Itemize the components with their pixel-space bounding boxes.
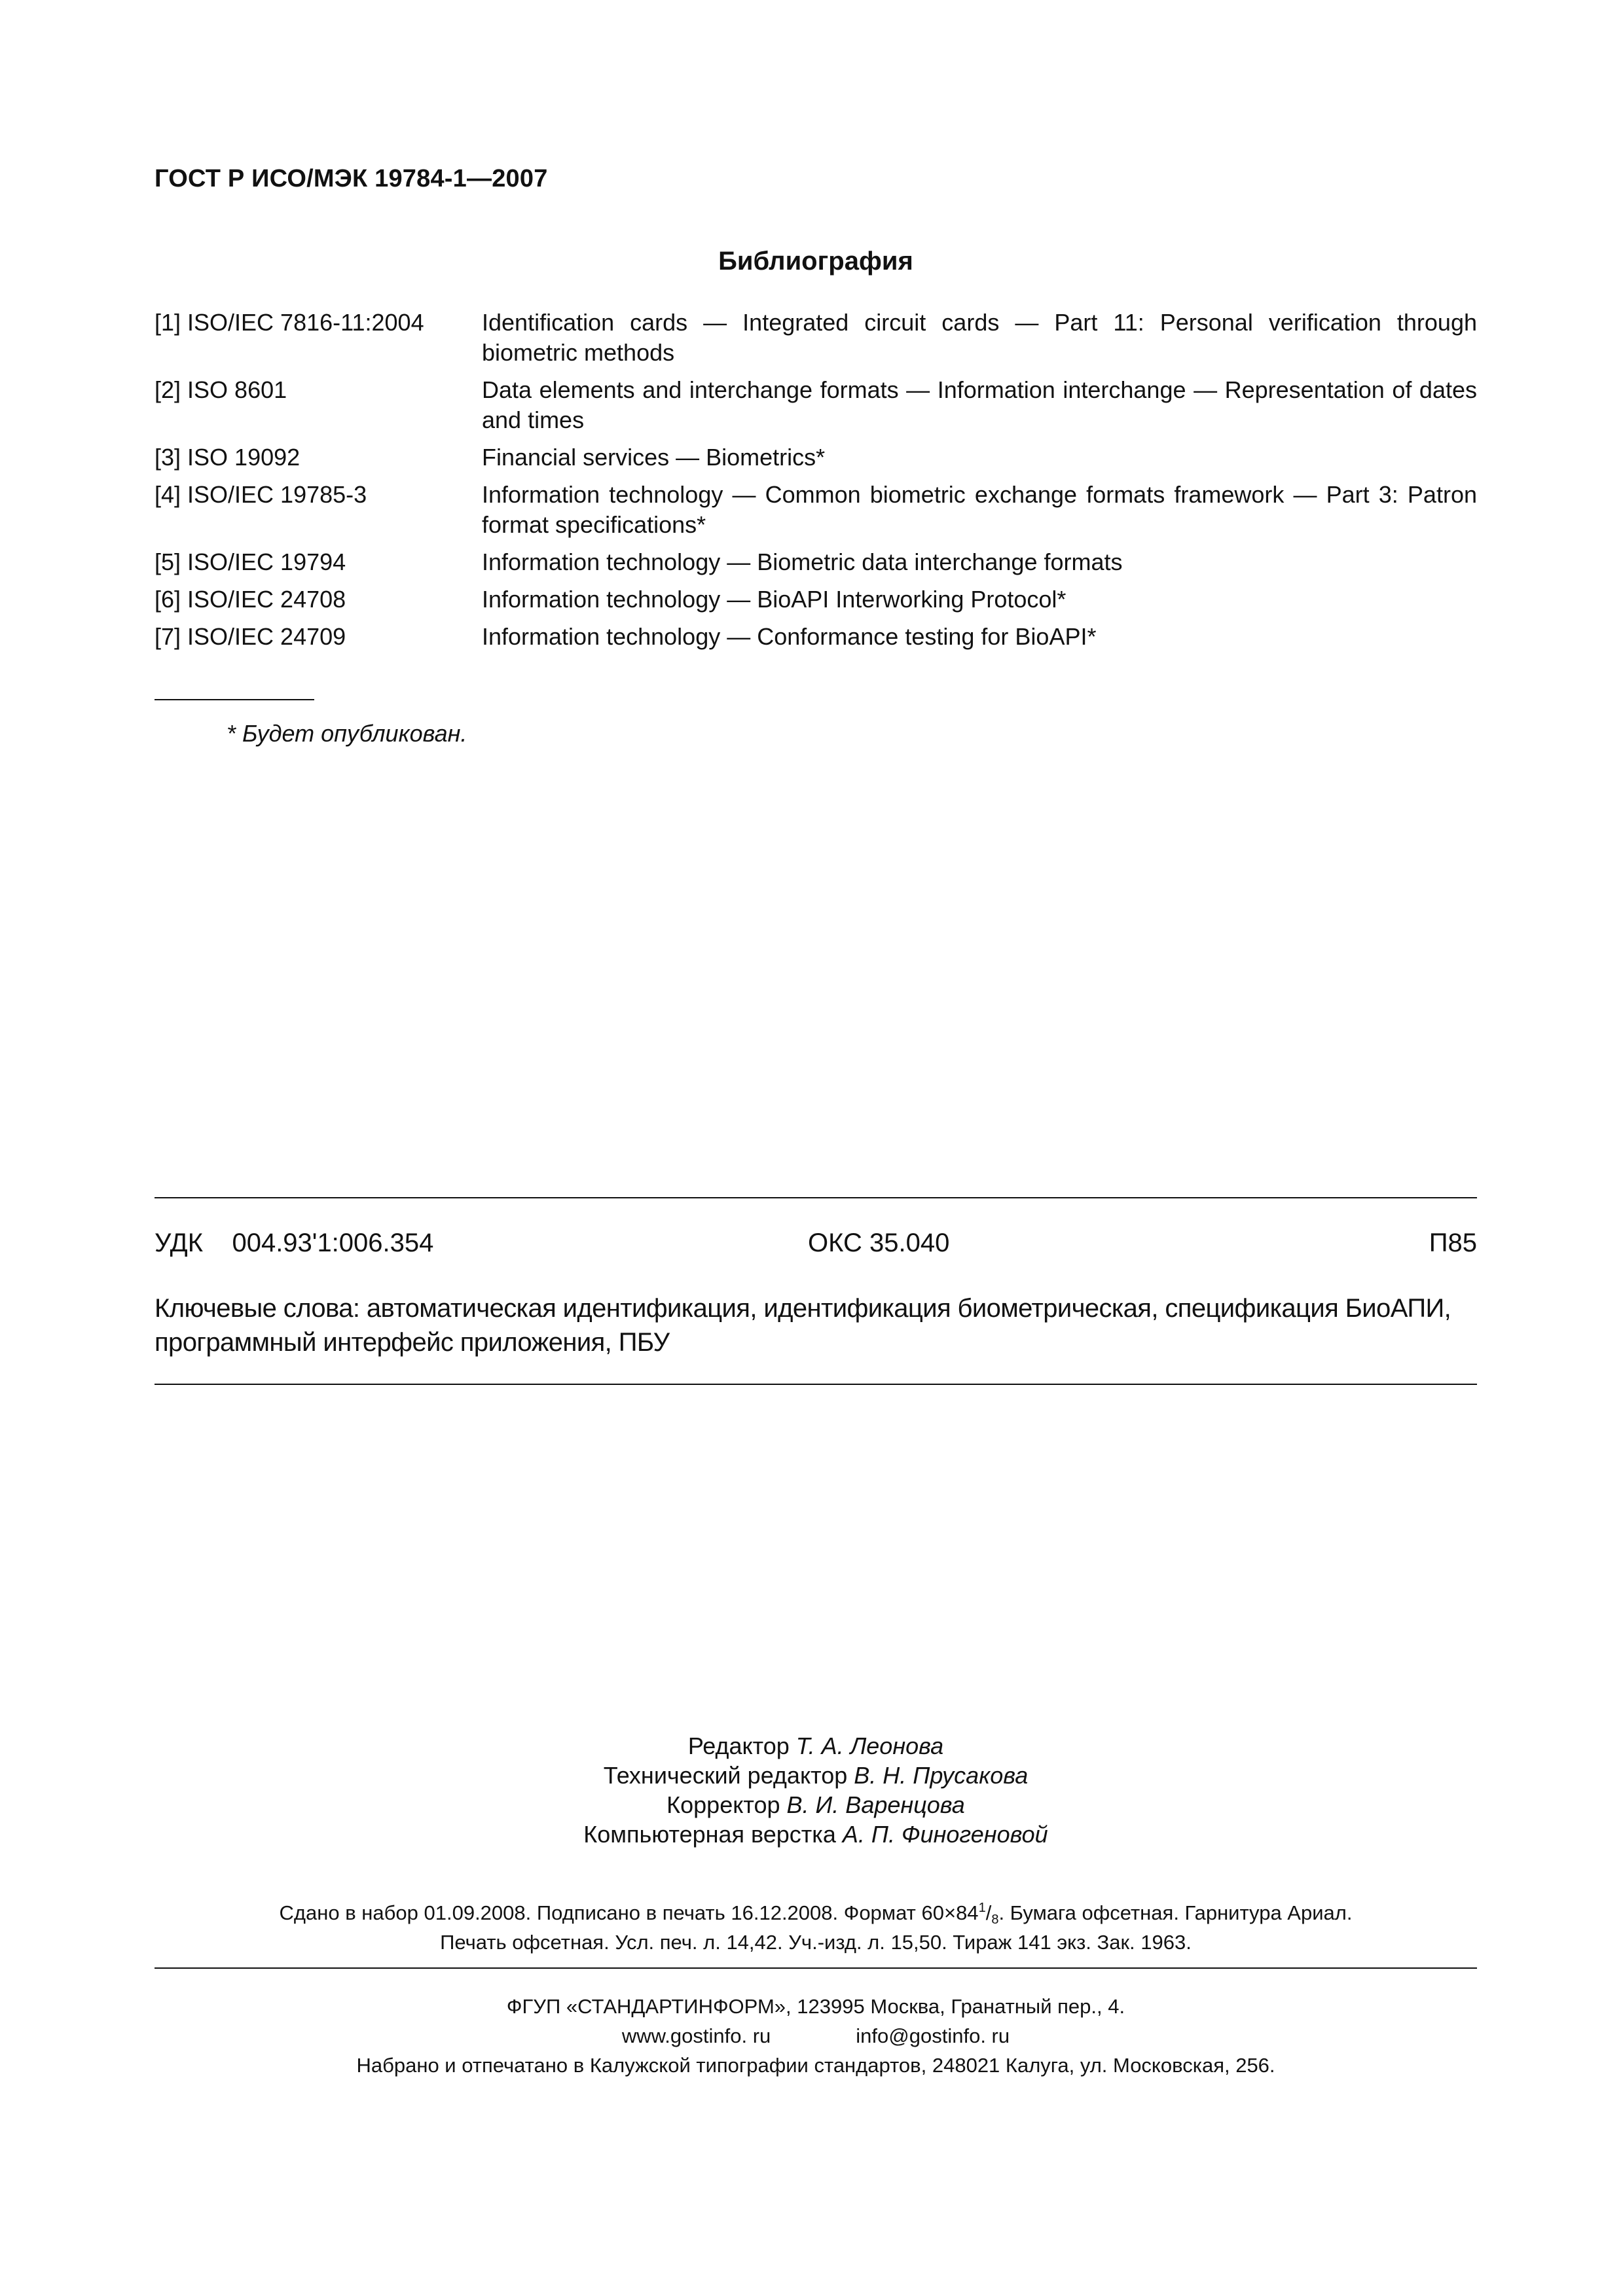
bibliography-title: Библиография xyxy=(718,247,913,276)
footnote: * Будет опубликован. xyxy=(227,720,467,747)
bibliography-text: Information technology — BioAPI Interworking Protocol* xyxy=(482,586,1067,613)
email-link[interactable]: info@gostinfo. ru xyxy=(856,2024,1010,2047)
publisher-links xyxy=(155,2021,1477,2051)
keywords-bottom-divider xyxy=(155,1384,1477,1385)
bibliography-ref: [1] ISO/IEC 7816-11:2004 xyxy=(155,309,424,336)
classification-top-divider xyxy=(155,1197,1477,1198)
bibliography-text: Identification cards — Integrated circuit cards — Part 11: Personal verification through biometric methods xyxy=(482,309,1477,366)
print-info xyxy=(155,1898,1477,1957)
bibliography-text: Data elements and interchange formats — Information interchange — Representation of dates and times xyxy=(482,376,1477,433)
credit-line xyxy=(155,1731,1477,1761)
bibliography-ref: [7] ISO/IEC 24709 xyxy=(155,623,346,650)
website-link[interactable]: www.gostinfo. ru xyxy=(621,2024,771,2047)
bibliography-entry xyxy=(155,442,1477,473)
bibliography-text: Information technology — Biometric data interchange formats xyxy=(482,548,1123,575)
publisher-address: ФГУП «СТАНДАРТИНФОРМ», 123995 Москва, Гранатный пер., 4. xyxy=(506,1995,1125,2018)
format-fraction-denominator: 8 xyxy=(991,1912,999,1927)
print-info-text: . Бумага офсетная. Гарнитура Ариал. xyxy=(998,1901,1353,1924)
bibliography-entry xyxy=(155,308,1477,368)
credit-role: Редактор xyxy=(687,1732,790,1759)
credit-name: Т. А. Леонова xyxy=(795,1732,944,1759)
credit-name: А. П. Финогеновой xyxy=(842,1821,1048,1848)
publisher-divider xyxy=(155,1967,1477,1969)
document-header: ГОСТ Р ИСО/МЭК 19784-1—2007 xyxy=(155,165,548,192)
credit-line xyxy=(155,1790,1477,1820)
bibliography-entry xyxy=(155,584,1477,615)
print-info-line-2: Печать офсетная. Усл. печ. л. 14,42. Уч.-изд. л. 15,50. Тираж 141 экз. Зак. 1963. xyxy=(440,1931,1192,1954)
bibliography-entry xyxy=(155,480,1477,540)
bibliography-list xyxy=(155,308,1477,659)
printing-house-info: Набрано и отпечатано в Калужской типографии стандартов, 248021 Калуга, ул. Московская, 256. xyxy=(356,2054,1275,2077)
credit-name: В. Н. Прусакова xyxy=(854,1762,1029,1789)
credit-role: Технический редактор xyxy=(603,1762,848,1789)
footnote-divider xyxy=(155,699,314,700)
bibliography-ref: [4] ISO/IEC 19785-3 xyxy=(155,481,367,508)
credit-line xyxy=(155,1820,1477,1849)
print-info-text: Сдано в набор 01.09.2008. Подписано в печать 16.12.2008. Формат 60×84 xyxy=(279,1901,979,1924)
bibliography-ref: [6] ISO/IEC 24708 xyxy=(155,586,346,613)
credits-block xyxy=(155,1731,1477,1849)
oks-code: ОКС 35.040 xyxy=(808,1229,950,1257)
format-fraction-numerator: 1 xyxy=(978,1901,986,1915)
credit-name: В. И. Варенцова xyxy=(786,1791,965,1818)
credit-role: Корректор xyxy=(666,1791,780,1818)
classification-code: П85 xyxy=(1429,1229,1477,1257)
publisher-block xyxy=(155,1992,1477,2080)
bibliography-entry xyxy=(155,547,1477,577)
print-info-line-1: Сдано в набор 01.09.2008. Подписано в печать 16.12.2008. Формат $60\times 84^1/_8$. Бумага офсетная. Гарнитура Ариал. xyxy=(279,1901,1353,1927)
udk-code: УДК 004.93'1:006.354 xyxy=(155,1229,434,1257)
bibliography-text: Information technology — Common biometric exchange formats framework — Part 3: Patron format specifications* xyxy=(482,481,1477,538)
keywords: Ключевые слова: автоматическая идентификация, идентификация биометрическая, спецификация БиоАПИ, программный интерфейс приложения, ПБУ xyxy=(155,1294,1451,1357)
bibliography-ref: [3] ISO 19092 xyxy=(155,444,301,471)
bibliography-ref: [5] ISO/IEC 19794 xyxy=(155,548,346,575)
credit-role: Компьютерная верстка xyxy=(583,1821,836,1848)
bibliography-entry xyxy=(155,622,1477,652)
bibliography-text: Information technology — Conformance testing for BioAPI* xyxy=(482,623,1097,650)
bibliography-text: Financial services — Biometrics* xyxy=(482,444,826,471)
credit-line xyxy=(155,1761,1477,1790)
bibliography-entry xyxy=(155,375,1477,435)
bibliography-ref: [2] ISO 8601 xyxy=(155,376,287,403)
